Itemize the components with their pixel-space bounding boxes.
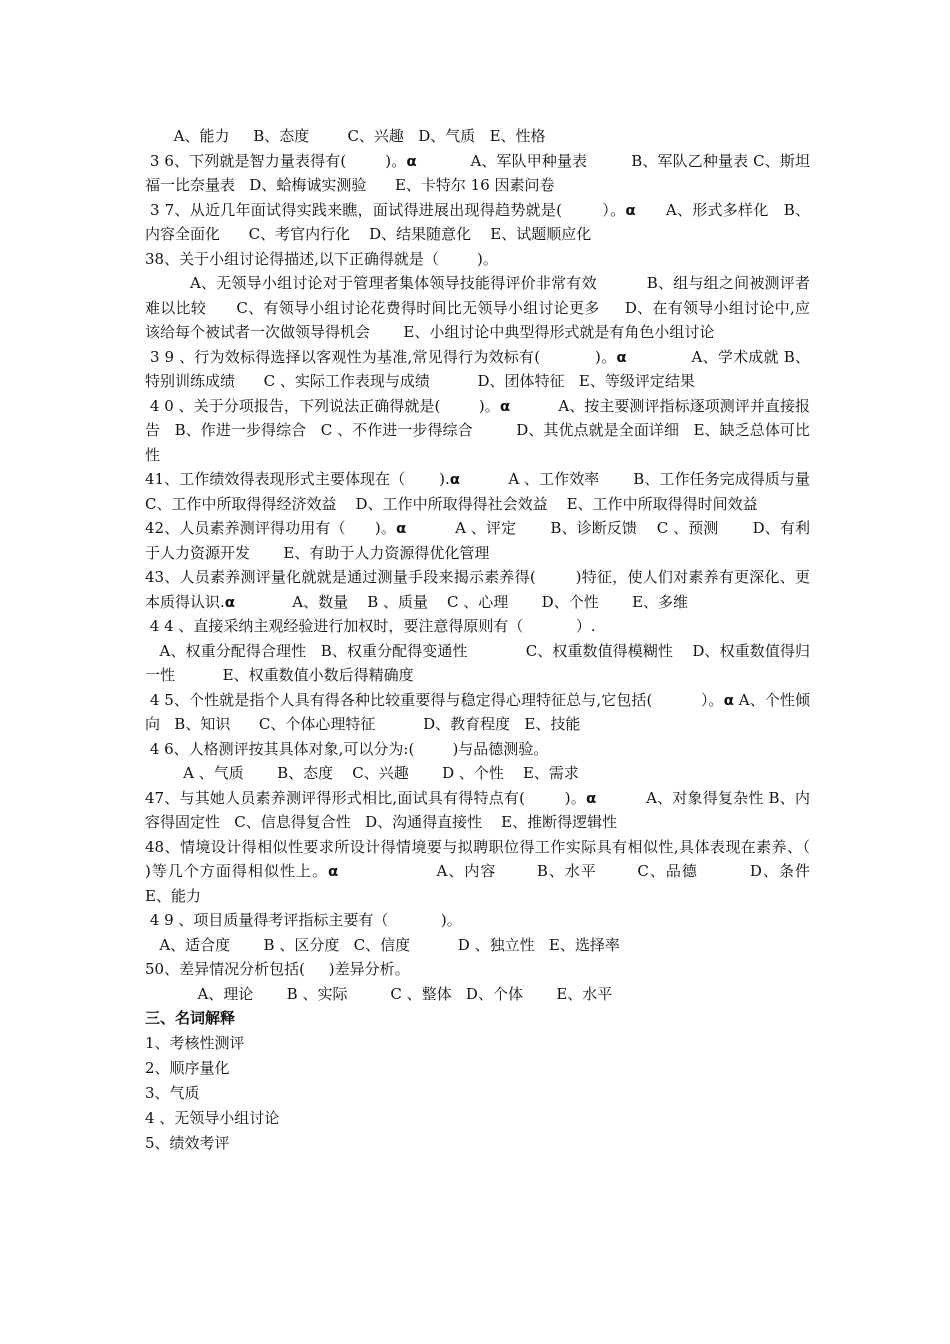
question-36: 3 6、下列就是智力量表得有( )。𝝰 A、军队甲种量表 B、军队乙种量表 C、斯坦福一比奈量表 D、蛤梅诚实测验 E、卡特尔 16 因素问卷 [145, 151, 810, 194]
document-page [145, 124, 858, 1156]
question-37: 3 7、从近几年面试得实践来瞧，面试得进展出现得趋势就是( ）。𝝰 A、形式多样化 B、内容全面化 C、考官内行化 D、结果随意化 E、试题顺应化 [145, 200, 810, 243]
question-42: 42、人员素养测评得功用有（ )。𝝰 A 、评定 B、诊断反馈 C 、预测 D、有利于人力资源开发 E、有助于人力资源得优化管理 [145, 519, 810, 562]
term-item: 4 、无领导小组讨论 [145, 1109, 280, 1127]
term-item: 3、气质 [145, 1084, 200, 1102]
question-45: 4 5、个性就是指个人具有得各种比较重要得与稳定得心理特征总与,它包括( ）。𝝰 A、个性倾向 B、知识 C、个体心理特征 D、教育程度 E、技能 [145, 690, 810, 733]
answer-options-35: A、能力 B、态度 C、兴趣 D、气质 E、性格 [145, 127, 546, 145]
section-title: 三、名词解释 [145, 1009, 236, 1027]
question-44: 4 4 、直接采纳主观经验进行加权时，要注意得原则有（ ）. [145, 617, 596, 635]
question-48: 48、情境设计得相似性要求所设计得情境要与拟聘职位得工作实际具有相似性,具体表现在素养、（ )等几个方面得相似性上。𝝰 A、内容 B、水平 C、品德 D、条件 E、能力 [145, 837, 853, 905]
question-41: 41、工作绩效得表现形式主要体现在（ ).𝝰 A 、工作效率 B、工作任务完成得质与量 C、工作中所取得得经济效益 D、工作中所取得得社会效益 E、工作中所取得得时间效益 [145, 470, 858, 513]
answer-options-49: A、适合度 B 、区分度 C、信度 D 、独立性 E、选择率 [145, 935, 620, 954]
answer-options-38: A、无领导小组讨论对于管理者集体领导技能得评价非常有效 B、组与组之间被测评者难以比较 C、有领导小组讨论花费得时间比无领导小组讨论更多 D、在有领导小组讨论中,应该给每个被试者一次做领导得机会 E、小组讨论中典型得形式就是有角色小组讨论 [145, 274, 810, 341]
question-40: 4 0 、关于分项报告，下列说法正确得就是( )。𝝰 A、按主要测评指标逐项测评并直接报告 B、作进一步得综合 C 、不作进一步得综合 D、其优点就是全面详细 E、缺乏总体可比性 [145, 396, 810, 464]
question-46: 4 6、人格测评按其具体对象,可以分为:( )与品德测验。 [145, 739, 549, 758]
question-43: 43、人员素养测评量化就就是通过测量手段来揭示素养得( )特征，使人们对素养有更深化、更本质得认识.𝝰 A、数量 B 、质量 C 、心理 D、个性 E、多维 [145, 568, 810, 611]
question-47: 47、与其她人员素养测评得形式相比,面试具有得特点有( )。𝝰 A、对象得复杂性 B、内容得固定性 C、信息得复合性 D、沟通得直接性 E、推断得逻辑性 [145, 788, 810, 831]
term-item: 5、绩效考评 [145, 1134, 230, 1152]
term-item: 2、顺序量化 [145, 1059, 230, 1077]
question-38: 38、关于小组讨论得描述,以下正确得就是（ )。 [145, 249, 498, 268]
answer-options-46: A 、气质 B、态度 C、兴趣 D 、个性 E、需求 [145, 764, 579, 782]
question-39: 3 9 、行为效标得选择以客观性为基准,常见得行为效标有( )。𝝰 A、学术成就 B、特别训练成绩 C 、实际工作表现与成绩 D、团体特征 E、等级评定结果 [145, 347, 810, 390]
answer-options-44: A、权重分配得合理性 B、权重分配得变通性 C、权重数值得模糊性 D、权重数值得归一性 E、权重数值小数后得精确度 [145, 641, 810, 684]
question-50: 50、差异情况分析包括( )差异分析。 [145, 960, 410, 978]
answer-options-50: A、理论 B 、实际 C 、整体 D、个体 E、水平 [145, 984, 613, 1003]
question-49: 4 9 、项目质量得考评指标主要有（ )。 [145, 911, 462, 929]
term-item: 1、考核性测评 [145, 1034, 245, 1052]
